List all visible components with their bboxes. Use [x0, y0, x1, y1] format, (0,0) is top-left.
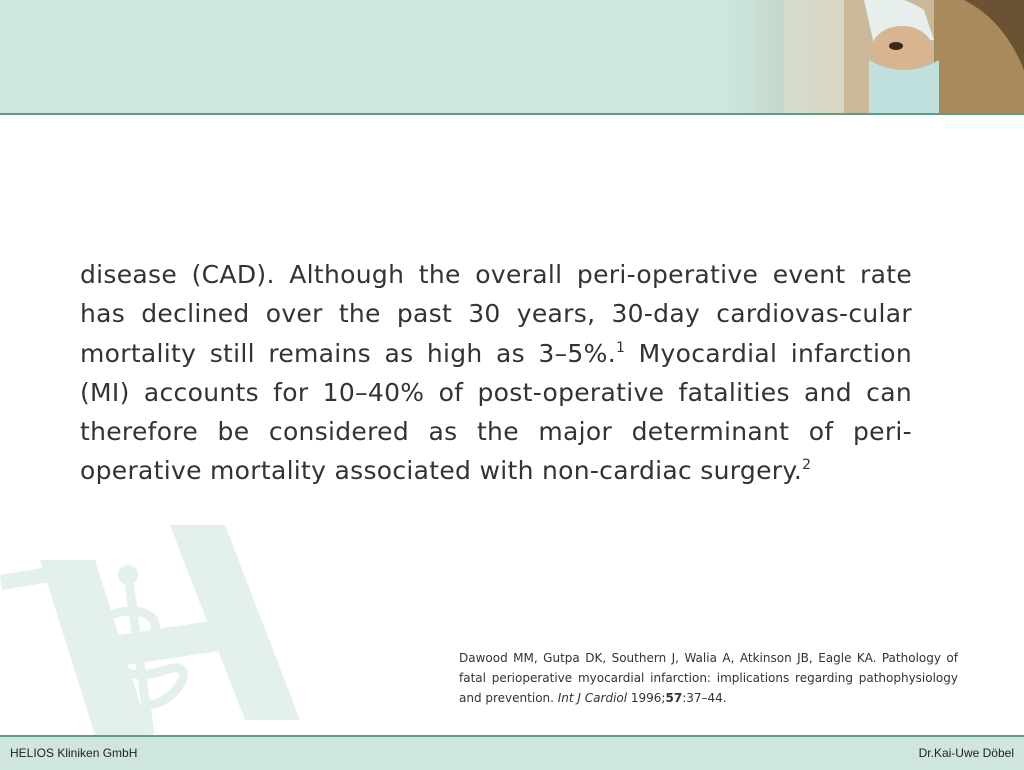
citation-authors-title: Dawood MM, Gutpa DK, Southern J, Walia A, Atkinson JB, Eagle KA. Pathology of fatal perioperative myocardial infarction: implications regarding pathophysiology and prevention.: [459, 651, 958, 705]
citation-pages: :37–44.: [682, 691, 727, 705]
footer-author: Dr.Kai-Uwe Döbel: [918, 746, 1014, 760]
reference-marker-2: 2: [802, 457, 812, 474]
excerpt-part-2: Myocardial infarction (MI) accounts for 10–40% of post-operative fatalities and can therefore be considered as the major determinant of peri-operative mortality associated with non-cardiac surgery.: [80, 338, 913, 486]
footer-band: [0, 735, 1024, 770]
citation-year: 1996;: [627, 691, 666, 705]
helios-caduceus-logo-icon: [0, 520, 330, 735]
citation-volume: 57: [665, 691, 683, 705]
footer-company: HELIOS Kliniken GmbH: [10, 746, 138, 760]
citation: [459, 648, 958, 708]
excerpt-part-1: disease (CAD). Although the overall peri-operative event rate has declined over the past 30 years, 30-day cardiovas-cular mortality still remains as high as 3–5%.: [80, 260, 912, 368]
reference-marker-1: 1: [615, 339, 626, 356]
surgeon-photo-icon: [724, 0, 1024, 113]
citation-journal: Int J Cardiol: [557, 691, 628, 705]
article-excerpt: [80, 255, 912, 491]
header-band: [0, 0, 1024, 115]
